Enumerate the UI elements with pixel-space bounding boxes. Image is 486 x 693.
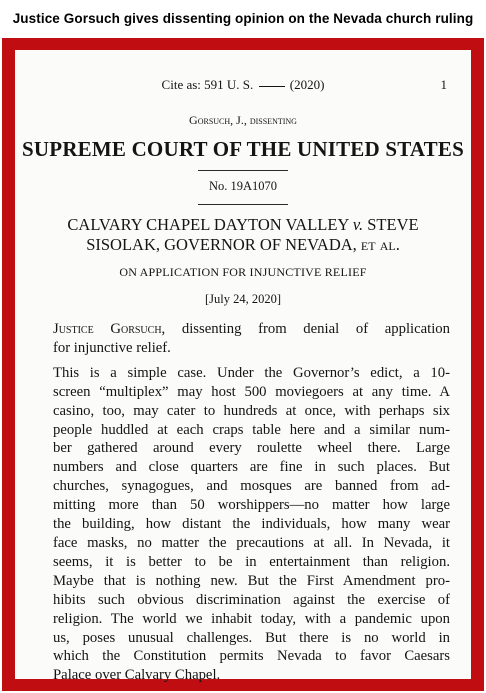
paragraph-1 bbox=[35, 320, 450, 358]
paragraph-2 bbox=[35, 364, 450, 685]
red-frame bbox=[2, 38, 484, 691]
caption-respondent-first: STEVE bbox=[367, 215, 419, 234]
case-caption bbox=[15, 215, 471, 255]
caption-respondent: SISOLAK, GOVERNOR OF NEVADA, bbox=[86, 235, 357, 254]
text-line: churches, synagogues, and mosques are banned from ad- bbox=[53, 478, 450, 495]
page-number: 1 bbox=[440, 77, 447, 92]
justice-name: Justice Gorsuch bbox=[53, 321, 162, 337]
text-line: Palace over Calvary Chapel. bbox=[53, 667, 221, 684]
text-line: mitting more than 50 worshippers—no matter how large bbox=[53, 497, 450, 514]
decision-date: [July 24, 2020] bbox=[204, 292, 282, 306]
text-line: numbers and close quarters are fine in such places. But bbox=[53, 459, 450, 476]
divider-rule bbox=[198, 204, 288, 205]
docket-number: No. 19A1070 bbox=[208, 179, 278, 193]
text-line: us, poses unusual challenges. But there is no world in bbox=[53, 629, 450, 646]
text-line: people huddled at each craps table here and a similar num- bbox=[53, 421, 450, 438]
caption-versus: v. bbox=[352, 215, 364, 234]
cite-prefix: Cite as: 591 U. S. bbox=[161, 77, 254, 92]
citation bbox=[15, 77, 471, 93]
text-line: seems, it is better to be in entertainment than religion. bbox=[53, 553, 450, 570]
text-line: face masks, no matter the precautions at all. In Nevada, it bbox=[53, 534, 450, 551]
text-line: casino, too, may cater to hundreds at once, with perhaps six bbox=[53, 402, 450, 419]
text-line: screen “multiplex” may host 500 moviegoers at any time. A bbox=[53, 383, 450, 400]
caption-petitioner: CALVARY CHAPEL DAYTON VALLEY bbox=[67, 215, 349, 234]
text-line: ber gathered around every roulette wheel there. Large bbox=[53, 440, 450, 457]
caption-et-al: et al. bbox=[360, 235, 400, 254]
text-line: hibits such obvious discrimination against the exercise of bbox=[53, 591, 450, 608]
text-line: Maybe that is nothing new. But the First Amendment pro- bbox=[53, 572, 450, 589]
text-line: for injunctive relief. bbox=[53, 339, 171, 356]
caption-line-1 bbox=[15, 215, 471, 235]
dissent-label: Gorsuch, J., dissenting bbox=[189, 113, 297, 127]
divider-rule bbox=[198, 170, 288, 171]
cite-blank bbox=[259, 86, 285, 87]
text-line: the building, how distant the individuals, how many wear bbox=[53, 516, 450, 533]
text-line: religion. The world we inhabit today, with a pandemic upon bbox=[53, 610, 450, 627]
opinion-page bbox=[15, 50, 471, 684]
text-line: which the Constitution permits Nevada to favor Caesars bbox=[53, 648, 450, 665]
headline: Justice Gorsuch gives dissenting opinion on the Nevada church ruling bbox=[12, 10, 474, 26]
court-name: SUPREME COURT OF THE UNITED STATES bbox=[22, 137, 464, 161]
opinion-body bbox=[35, 320, 450, 685]
text-line: , dissenting from denial of application bbox=[161, 321, 450, 337]
application-heading: ON APPLICATION FOR INJUNCTIVE RELIEF bbox=[119, 265, 367, 279]
text-line: This is a simple case. Under the Governor’s edict, a 10- bbox=[53, 364, 450, 381]
caption-line-2 bbox=[15, 235, 471, 255]
cite-suffix: (2020) bbox=[289, 77, 325, 92]
